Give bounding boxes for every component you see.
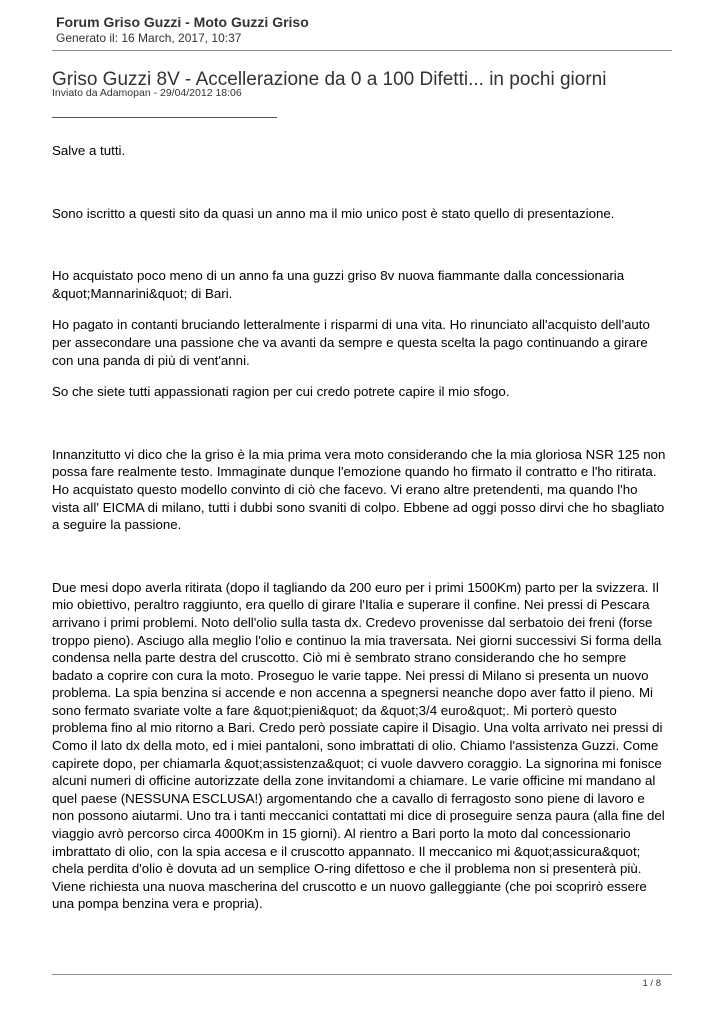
post-title: Griso Guzzi 8V - Accellerazione da 0 a 100 Difetti... in pochi giorni	[52, 69, 607, 90]
post-divider	[52, 117, 277, 118]
generated-timestamp: Generato il: 16 March, 2017, 10:37	[56, 31, 242, 45]
paragraph-purchase: Ho acquistato poco meno di un anno fa una guzzi griso 8v nuova fiammante dalla concessionaria &quot;Mannarini&quot; di Bari.	[52, 268, 625, 301]
paragraph-first-bike: Innanzitutto vi dico che la griso è la mia prima vera moto considerando che la mia gloriosa NSR 125 non possa fare realmente testo. Immaginate dunque l'emozione quando ho firmato il contratto e l'ho ritirata. Ho acquistato questo modello convinto di ciò che facevo. Vi erano altre pretendenti, ma quando l'ho vista all' EICMA di milano, tutti i dubbi sono svaniti di colpo. Ebbene ad oggi posso dirvi che ho sbagliato a seguire la passione.	[52, 446, 666, 533]
page-header	[56, 14, 671, 46]
page-number: 1 / 8	[642, 978, 661, 989]
post-body	[52, 142, 680, 913]
paragraph-intro: Sono iscritto a questi sito da quasi un anno ma il mio unico post è stato quello di presentazione.	[52, 205, 615, 221]
site-title: Forum Griso Guzzi - Moto Guzzi Griso	[56, 14, 309, 30]
header-divider	[52, 50, 672, 51]
paragraph-payment: Ho pagato in contanti bruciando letteralmente i risparmi di una vita. Ho rinunciato all'acquisto dell'auto per assecondare una passione che va avanti da sempre e questa scelta la pago continuando a girare con una panda di più di vent'anni.	[52, 317, 650, 368]
paragraph-trip: Due mesi dopo averla ritirata (dopo il tagliando da 200 euro per i primi 1500Km) parto per la svizzera. Il mio obiettivo, peraltro raggiunto, era quello di girare l'Italia e superare il confine. Nei pressi di Pescara arrivano i primi problemi. Noto dell'olio sulla tasta dx. Credevo provenisse dal serbatoio dei freni (forse troppo pieno). Asciugo alla meglio l'olio e continuo la mia traversata. Nei giorni successivi Si forma della condensa nella parte destra del cruscotto. Ciò mi è sembrato strano considerando che ho sempre badato a coprire con cura la moto. Proseguo le varie tappe. Nei pressi di Milano si presenta un nuovo problema. La spia benzina si accende e non accenna a spegnersi neanche dopo aver fatto il pieno. Mi sono fermato svariate volte a fare &quot;pieni&quot; da &quot;3/4 euro&quot;. Mi porterò questo problema fino al mio ritorno a Bari. Credo però possiate capire il Disagio. Una volta arrivato nei pressi di Como il lato dx della moto, ed i miei pantaloni, sono imbrattati di olio. Chiamo l'assistenza Guzzi. Come capirete dopo, per chiamarla &quot;assistenza&quot; ci vuole davvero coraggio. La signorina mi fonisce alcuni numeri di officine autorizzate della zone invitandomi a chiamare. Le varie officine mi mandano al quel paese (NESSUNA ESCLUSA!) argomentando che a cavallo di ferragosto sono piene di lavoro e non possono aiutarmi. Uno tra i tanti meccanici contattati mi dice di proseguire senza paura (alla fine del viaggio avrò percorso circa 4000Km in 15 giorni). Al rientro a Bari porto la moto dal concessionario imbrattato di olio, con la spia accesa e il cruscotto appannato. Il meccanico mi &quot;assicura&quot; chela perdita d'olio è dovuta ad un semplice O-ring difettoso e che il problema non si presenterà più. Viene richiesta una nuova mascherina del cruscotto e un nuovo galleggiante (che poi scoprirò essere una pompa benzina vera e propria).	[52, 579, 665, 912]
paragraph-greeting: Salve a tutti.	[52, 143, 126, 158]
paragraph-passion: So che siete tutti appassionati ragion per cui credo potrete capire il mio sfogo.	[52, 384, 510, 400]
post-meta: Inviato da Adamopan - 29/04/2012 18:06	[52, 87, 242, 99]
footer-divider	[52, 974, 672, 975]
